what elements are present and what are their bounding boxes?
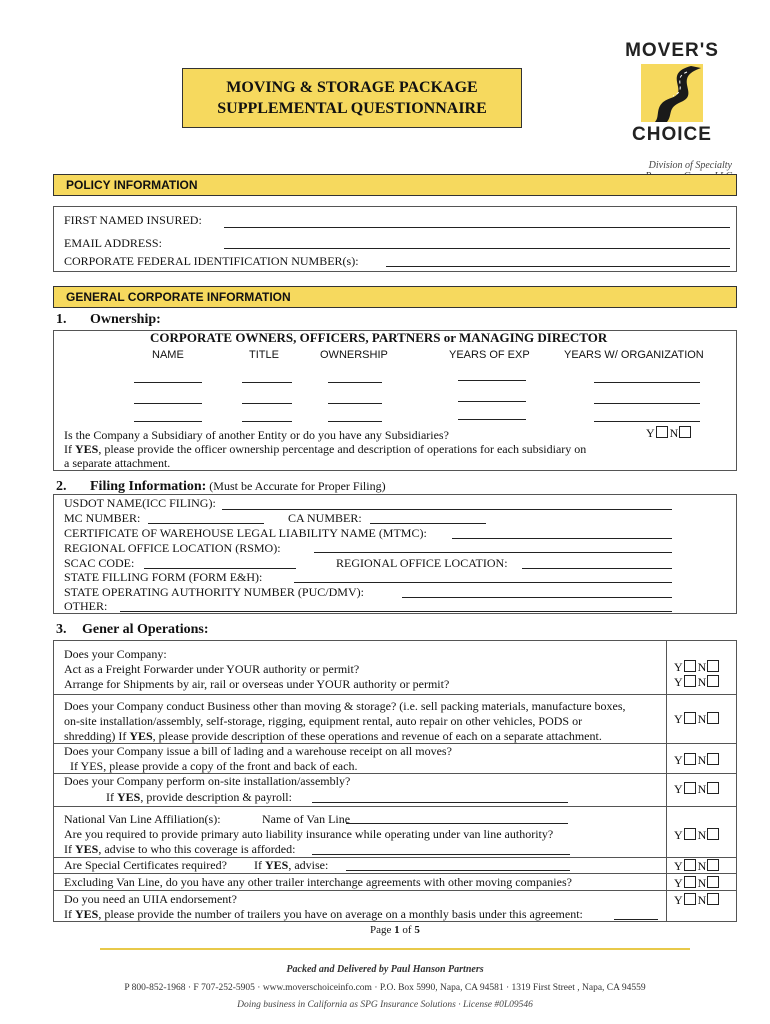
questionnaire-title xyxy=(182,68,522,128)
yes-label: Y xyxy=(674,828,683,842)
q-trailer-interchange: Excluding Van Line, do you have any other trailer interchange agreements with other moving companies? xyxy=(64,875,572,889)
q8-yes-bold: YES xyxy=(265,858,289,872)
yes-label: Y xyxy=(674,859,683,873)
fein-label: CORPORATE FEDERAL IDENTIFICATION NUMBER(s): xyxy=(64,254,359,268)
q-bill-of-lading-yn xyxy=(674,753,721,768)
if-yes-rest: , please provide the officer ownership percentage and description of operations for each subsidiary on xyxy=(98,442,587,456)
movers-choice-logo xyxy=(612,40,732,182)
row-divider xyxy=(53,694,737,695)
owner-title-field[interactable] xyxy=(242,421,292,422)
no-checkbox[interactable] xyxy=(707,753,719,765)
special-cert-field[interactable] xyxy=(346,870,570,871)
q5-pre: If xyxy=(106,790,117,804)
no-label: N xyxy=(697,660,707,674)
ownership-title: Ownership: xyxy=(90,312,161,327)
yes-checkbox[interactable] xyxy=(684,675,696,687)
no-checkbox[interactable] xyxy=(707,712,719,724)
email-address-field[interactable] xyxy=(224,248,730,249)
q10-yes-bold: YES xyxy=(75,907,99,921)
subsidiary-if-yes-line-2: a separate attachment. xyxy=(64,456,171,470)
q-freight-forwarder-yn xyxy=(674,660,721,675)
q5-rest: , provide description & payroll: xyxy=(140,790,292,804)
no-label: N xyxy=(697,675,707,689)
no-label: N xyxy=(697,893,707,907)
q-special-cert-yn xyxy=(674,859,721,874)
yes-checkbox[interactable] xyxy=(684,782,696,794)
yes-label: Y xyxy=(674,753,683,767)
q-other-business-2: on-site installation/assembly, self-storage, rigging, equipment rental, auto repair on other vehicles, PODS or xyxy=(64,714,583,728)
email-address-label: EMAIL ADDRESS: xyxy=(64,236,162,250)
van-line-affiliation-label: National Van Line Affiliation(s): xyxy=(64,812,221,826)
general-corporate-header: GENERAL CORPORATE INFORMATION xyxy=(53,286,737,308)
owner-name-field[interactable] xyxy=(134,382,202,383)
no-checkbox[interactable] xyxy=(707,876,719,888)
yes-label: Y xyxy=(674,876,683,890)
col-years-org: YEARS W/ ORGANIZATION xyxy=(564,349,704,361)
yes-checkbox[interactable] xyxy=(656,426,668,438)
usdot-field[interactable] xyxy=(222,509,672,510)
col-years-exp: YEARS OF EXP xyxy=(449,349,530,361)
q8-rest: , advise: xyxy=(288,858,329,872)
owner-ownership-field[interactable] xyxy=(328,382,382,383)
onsite-description-field[interactable] xyxy=(312,802,568,803)
q-onsite-installation: Does your Company perform on-site installation/assembly? xyxy=(64,774,351,788)
q7-pre: If xyxy=(64,842,75,856)
owner-years-exp-field[interactable] xyxy=(458,419,526,420)
title-line-2: SUPPLEMENTAL QUESTIONNAIRE xyxy=(217,100,487,117)
yes-label: Y xyxy=(674,660,683,674)
scac-code-field[interactable] xyxy=(144,568,296,569)
q-primary-auto-yn xyxy=(674,828,721,843)
yes-checkbox[interactable] xyxy=(684,753,696,765)
scac-code-label: SCAC CODE: xyxy=(64,556,135,570)
page-label: Page xyxy=(370,924,395,936)
no-label: N xyxy=(669,426,679,440)
state-authority-field[interactable] xyxy=(402,597,672,598)
other-label: OTHER: xyxy=(64,599,108,613)
page-total: 5 xyxy=(414,924,420,936)
subsidiary-question: Is the Company a Subsidiary of another Entity or do you have any Subsidiaries? xyxy=(64,428,449,442)
q-other-business-yn xyxy=(674,712,721,727)
footer-license: Doing business in California as SPG Insurance Solutions · License #0L09546 xyxy=(237,1000,533,1010)
q7-yes-bold: YES xyxy=(75,842,99,856)
other-field[interactable] xyxy=(120,611,672,612)
title-line-1: MOVING & STORAGE PACKAGE xyxy=(226,79,478,96)
footer-packed-by: Packed and Delivered by Paul Hanson Partners xyxy=(286,964,484,975)
q-arrange-shipments-yn xyxy=(674,675,721,690)
q10-rest: , please provide the number of trailers you have on average on a monthly basis under this agreement: xyxy=(98,907,583,921)
q-uiia-endorsement: Do you need an UIIA endorsement? xyxy=(64,892,237,906)
owner-title-field[interactable] xyxy=(242,382,292,383)
owner-ownership-field[interactable] xyxy=(328,421,382,422)
first-named-insured-field[interactable] xyxy=(224,227,730,228)
q-arrange-shipments: Arrange for Shipments by air, rail or overseas under YOUR authority or permit? xyxy=(64,677,450,691)
yes-checkbox[interactable] xyxy=(684,893,696,905)
q3-yes-bold: YES xyxy=(129,729,153,743)
q8-pre: If xyxy=(254,858,265,872)
yes-bold: YES xyxy=(75,442,99,456)
q-bill-of-lading-if-yes: If YES, please provide a copy of the front and back of each. xyxy=(70,759,358,773)
owner-years-org-field[interactable] xyxy=(594,382,700,383)
q-bill-of-lading: Does your Company issue a bill of lading and a warehouse receipt on all moves? xyxy=(64,744,452,758)
yes-label: Y xyxy=(674,782,683,796)
row-divider xyxy=(53,890,737,891)
q-onsite-yn xyxy=(674,782,721,797)
mc-number-field[interactable] xyxy=(148,523,264,524)
page-of: of xyxy=(399,924,415,936)
ownership-subtitle: CORPORATE OWNERS, OFFICERS, PARTNERS or MANAGING DIRECTOR xyxy=(150,330,608,345)
operations-number: 3. xyxy=(56,622,67,637)
if-text: If xyxy=(64,442,75,456)
subsidiary-if-yes xyxy=(64,442,586,457)
mc-number-label: MC NUMBER: xyxy=(64,511,141,525)
owner-years-org-field[interactable] xyxy=(594,421,700,422)
coverage-afforded-field[interactable] xyxy=(312,854,570,855)
owner-years-exp-field[interactable] xyxy=(458,401,526,402)
subsidiary-yes-no xyxy=(646,426,693,441)
q-other-business-1: Does your Company conduct Business other than moving & storage? (i.e. sell packing materials, manufacture boxes, xyxy=(64,699,626,713)
no-label: N xyxy=(697,859,707,873)
filing-number: 2. xyxy=(56,479,67,494)
q-trailer-interchange-yn xyxy=(674,876,721,891)
no-label: N xyxy=(697,876,707,890)
col-ownership: OWNERSHIP xyxy=(320,349,388,361)
fein-field[interactable] xyxy=(386,266,730,267)
no-checkbox[interactable] xyxy=(707,828,719,840)
yes-checkbox[interactable] xyxy=(684,876,696,888)
filing-title: Filing Information: xyxy=(90,479,207,494)
col-title: TITLE xyxy=(249,349,279,361)
q-uiia-yn xyxy=(674,893,721,908)
regional-rsmo-label: REGIONAL OFFICE LOCATION (RSMO): xyxy=(64,541,281,555)
filing-note: (Must be Accurate for Proper Filing) xyxy=(209,479,386,493)
q-special-certificates: Are Special Certificates required? xyxy=(64,858,227,872)
no-label: N xyxy=(697,828,707,842)
van-line-name-field[interactable] xyxy=(346,823,568,824)
no-checkbox[interactable] xyxy=(679,426,691,438)
filing-heading xyxy=(90,479,386,495)
row-divider xyxy=(53,806,737,807)
regional-location-field[interactable] xyxy=(522,568,672,569)
q10-pre: If xyxy=(64,907,75,921)
yes-label: Y xyxy=(674,893,683,907)
cert-warehouse-field[interactable] xyxy=(452,538,672,539)
trailer-count-field[interactable] xyxy=(614,919,658,920)
yn-column-divider xyxy=(666,640,667,922)
owner-name-field[interactable] xyxy=(134,403,202,404)
state-authority-label: STATE OPERATING AUTHORITY NUMBER (PUC/DMV): xyxy=(64,585,364,599)
ca-number-label: CA NUMBER: xyxy=(288,511,362,525)
q-primary-auto-if-yes xyxy=(64,842,295,857)
no-checkbox[interactable] xyxy=(707,859,719,871)
yes-label: Y xyxy=(674,712,683,726)
name-of-van-line-label: Name of Van Line xyxy=(262,812,351,826)
footer-divider xyxy=(100,948,690,950)
q3-pre: shredding) If xyxy=(64,729,130,743)
yes-checkbox[interactable] xyxy=(684,859,696,871)
page-number xyxy=(370,924,420,936)
policy-information-header: POLICY INFORMATION xyxy=(53,174,737,196)
ca-number-field[interactable] xyxy=(370,523,486,524)
q-other-business-3 xyxy=(64,729,602,744)
owner-name-field[interactable] xyxy=(134,421,202,422)
no-label: N xyxy=(697,712,707,726)
page-current: 1 xyxy=(394,924,400,936)
no-checkbox[interactable] xyxy=(707,675,719,687)
q7-rest: , advise to who this coverage is afforded: xyxy=(98,842,296,856)
yes-checkbox[interactable] xyxy=(684,660,696,672)
regional-rsmo-field[interactable] xyxy=(314,552,672,553)
yes-checkbox[interactable] xyxy=(684,828,696,840)
division-line-1: Division of Specialty xyxy=(648,160,732,171)
no-checkbox[interactable] xyxy=(707,782,719,794)
owner-years-exp-field[interactable] xyxy=(458,380,526,381)
q-onsite-if-yes xyxy=(106,790,292,805)
road-swoosh-icon xyxy=(641,64,703,122)
does-your-company: Does your Company: xyxy=(64,647,167,661)
no-label: N xyxy=(697,753,707,767)
owner-title-field[interactable] xyxy=(242,403,292,404)
no-checkbox[interactable] xyxy=(707,893,719,905)
cert-warehouse-label: CERTIFICATE OF WAREHOUSE LEGAL LIABILITY NAME (MTMC): xyxy=(64,526,427,540)
q5-yes-bold: YES xyxy=(117,790,141,804)
q-special-cert-if-yes xyxy=(254,858,328,873)
no-checkbox[interactable] xyxy=(707,660,719,672)
q-uiia-if-yes xyxy=(64,907,583,922)
owner-ownership-field[interactable] xyxy=(328,403,382,404)
usdot-label: USDOT NAME(ICC FILING): xyxy=(64,496,216,510)
col-name: NAME xyxy=(152,349,184,361)
yes-label: Y xyxy=(674,675,683,689)
regional-location-label: REGIONAL OFFICE LOCATION: xyxy=(336,556,508,570)
yes-label: Y xyxy=(646,426,655,440)
yes-checkbox[interactable] xyxy=(684,712,696,724)
no-label: N xyxy=(697,782,707,796)
logo-line-2: CHOICE xyxy=(632,124,712,145)
state-form-label: STATE FILLING FORM (FORM E&H): xyxy=(64,570,263,584)
q-primary-auto-liability: Are you required to provide primary auto liability insurance while operating under van line authority? xyxy=(64,827,554,841)
owner-years-org-field[interactable] xyxy=(594,403,700,404)
q3-rest: , please provide description of these operations and revenue of each on a separate attachment. xyxy=(152,729,602,743)
row-divider xyxy=(53,873,737,874)
state-form-field[interactable] xyxy=(294,582,672,583)
footer-contact: P 800-852-1968 · F 707-252-5905 · www.moverschoiceinfo.com · P.O. Box 5990, Napa, CA 94581 · 1319 First Street , Napa, CA 94559 xyxy=(124,983,646,993)
q-freight-forwarder: Act as a Freight Forwarder under YOUR authority or permit? xyxy=(64,662,360,676)
first-named-insured-label: FIRST NAMED INSURED: xyxy=(64,213,202,227)
logo-line-1: MOVER'S xyxy=(625,40,719,61)
operations-title: Gener al Operations: xyxy=(82,622,209,637)
ownership-number: 1. xyxy=(56,312,67,327)
